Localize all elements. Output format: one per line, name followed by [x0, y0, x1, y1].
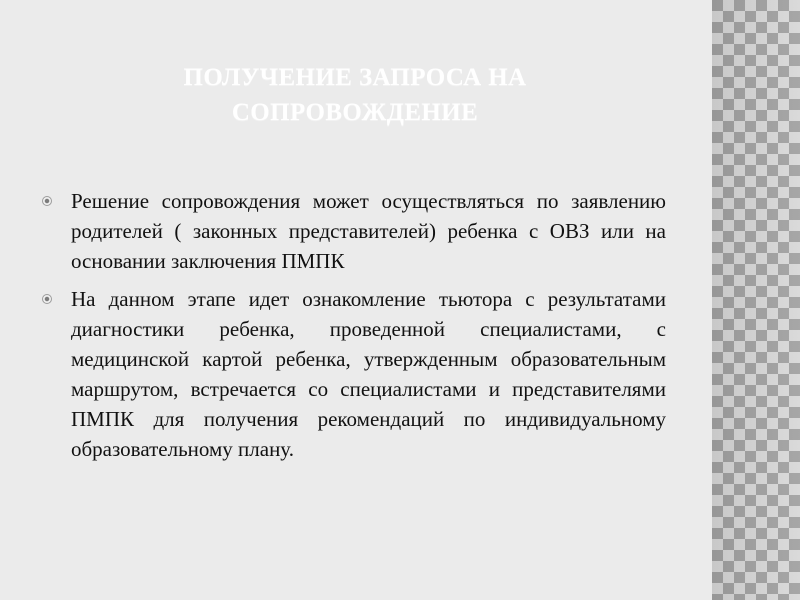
circle-bullet-icon — [42, 196, 52, 206]
slide-title: ПОЛУЧЕНИЕ ЗАПРОСА НА СОПРОВОЖДЕНИЕ — [183, 64, 527, 126]
bullet-item-1 — [42, 186, 666, 276]
bullet-item-2 — [42, 284, 666, 464]
bullet-text-1: Решение сопровождения может осуществляться по заявлению родителей ( законных представителей) ребенка с ОВЗ или на основании заключения ПМПК — [71, 189, 666, 273]
circle-bullet-icon — [42, 294, 52, 304]
bullet-text-2: На данном этапе идет ознакомление тьютора с результатами диагностики ребенка, проведенной специалистами, с медицинской картой ребенка, утвержденным образовательным маршрутом, встречается со специалистами и представителями ПМПК для получения рекомендаций по индивидуальному образовательному плану. — [71, 287, 666, 461]
slide-content — [42, 186, 666, 472]
decorative-side-pattern — [712, 0, 800, 600]
